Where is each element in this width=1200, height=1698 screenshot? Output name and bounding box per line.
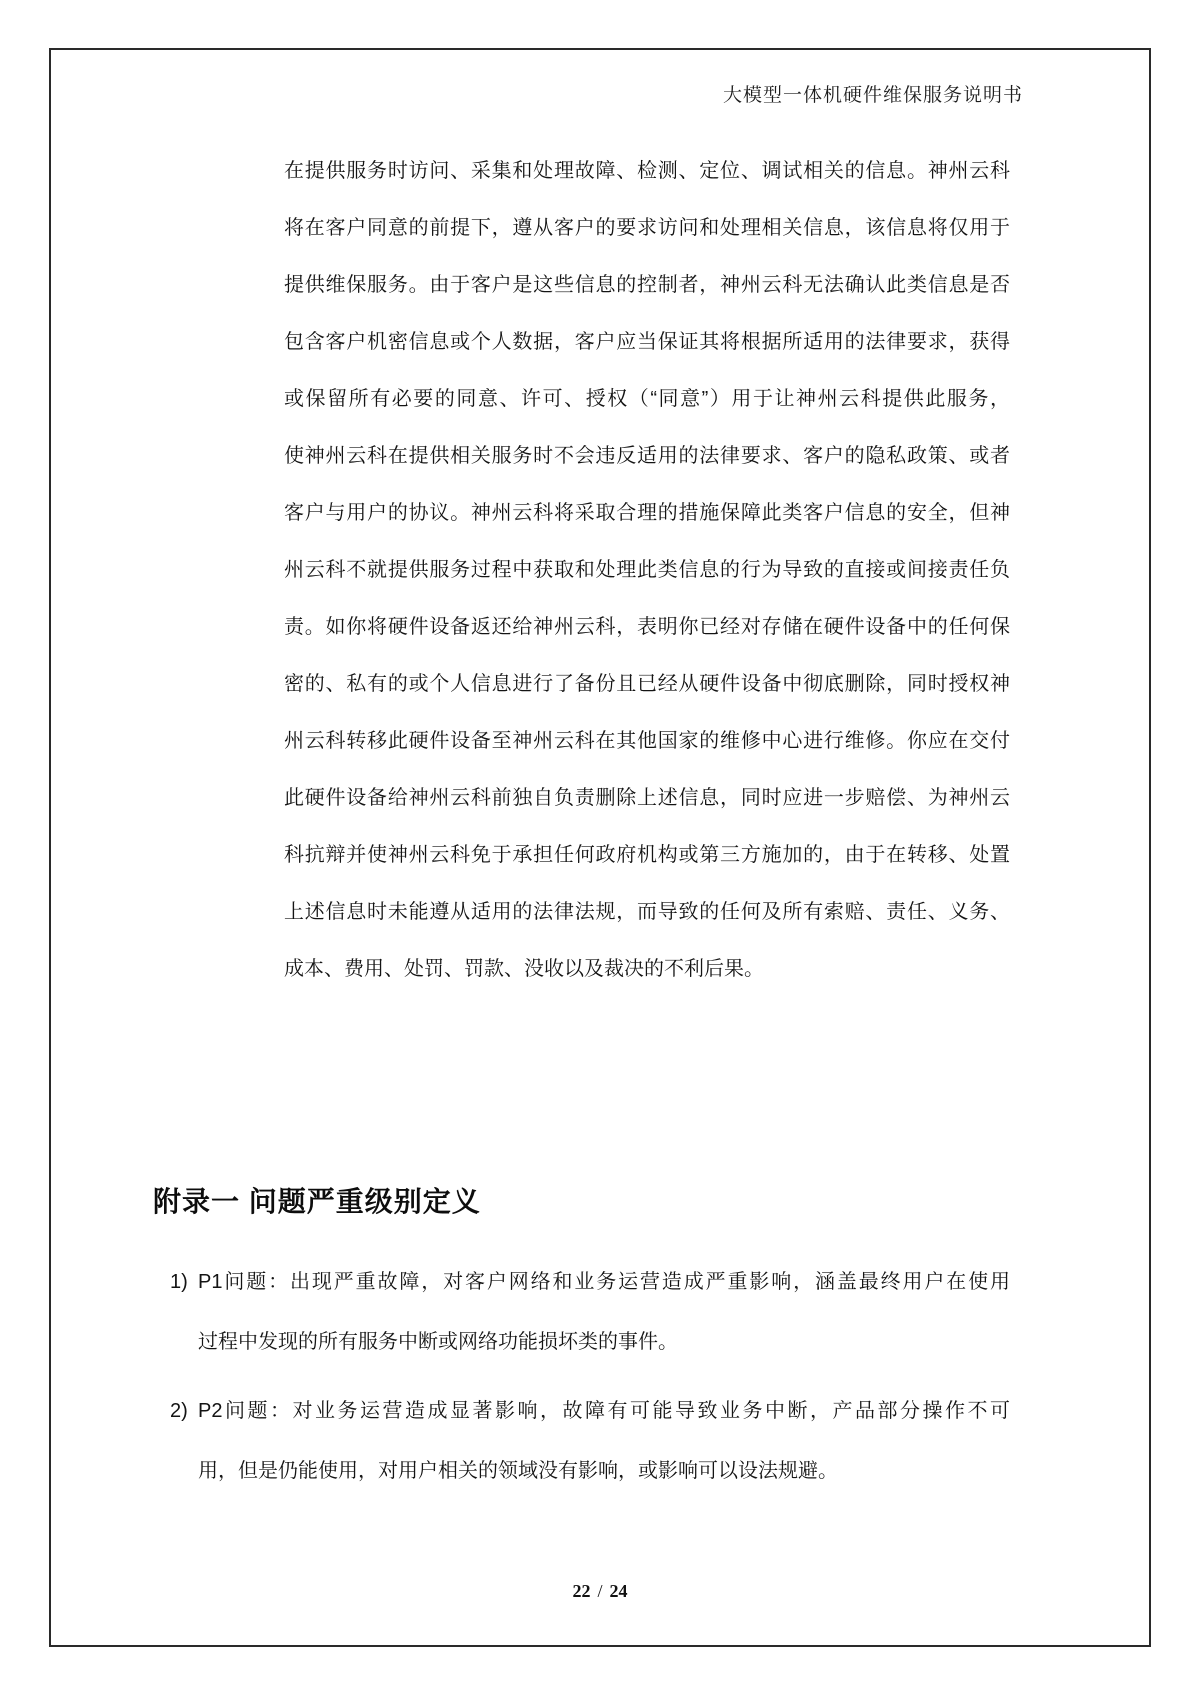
paragraph-line: 使神州云科在提供相关服务时不会违反适用的法律要求、客户的隐私政策、或者	[284, 445, 1010, 467]
paragraph-line: 此硬件设备给神州云科前独自负责删除上述信息，同时应进一步赔偿、为神州云	[284, 787, 1010, 809]
paragraph-line: 提供维保服务。由于客户是这些信息的控制者，神州云科无法确认此类信息是否	[284, 274, 1010, 296]
list-item-line: P1问题：出现严重故障，对客户网络和业务运营造成严重影响，涵盖最终用户在使用	[198, 1271, 1010, 1293]
paragraph-line: 科抗辩并使神州云科免于承担任何政府机构或第三方施加的，由于在转移、处置	[284, 844, 1010, 866]
paragraph-line: 客户与用户的协议。神州云科将采取合理的措施保障此类客户信息的安全，但神	[284, 502, 1010, 524]
list-item-line: 用，但是仍能使用，对用户相关的领域没有影响，或影响可以设法规避。	[198, 1460, 838, 1482]
page-number-total: 24	[609, 1581, 628, 1601]
list-item-p1	[170, 1252, 1012, 1372]
appendix-heading: 附录一 问题严重级别定义	[153, 1186, 481, 1217]
severity-definition-list	[170, 1252, 1012, 1510]
list-item-number: 1)	[170, 1271, 188, 1293]
list-item-number: 2)	[170, 1400, 188, 1422]
paragraph-line: 州云科转移此硬件设备至神州云科在其他国家的维修中心进行维修。你应在交付	[284, 730, 1010, 752]
paragraph-line: 州云科不就提供服务过程中获取和处理此类信息的行为导致的直接或间接责任负	[284, 559, 1010, 581]
paragraph-line: 责。如你将硬件设备返还给神州云科，表明你已经对存储在硬件设备中的任何保	[284, 616, 1010, 638]
list-item-line: P2问题：对业务运营造成显著影响，故障有可能导致业务中断，产品部分操作不可	[198, 1400, 1010, 1422]
list-item-line: 过程中发现的所有服务中断或网络功能损坏类的事件。	[198, 1331, 678, 1353]
paragraph-line: 包含客户机密信息或个人数据，客户应当保证其将根据所适用的法律要求，获得	[284, 331, 1010, 353]
paragraph-line: 成本、费用、处罚、罚款、没收以及裁决的不利后果。	[284, 958, 764, 980]
page-number-separator: /	[597, 1581, 603, 1601]
list-item-p2	[170, 1381, 1012, 1501]
page-footer	[0, 1581, 1200, 1602]
paragraph-line: 在提供服务时访问、采集和处理故障、检测、定位、调试相关的信息。神州云科	[284, 160, 1010, 182]
paragraph-line: 上述信息时未能遵从适用的法律法规，而导致的任何及所有索赔、责任、义务、	[284, 901, 1010, 923]
document-header-title: 大模型一体机硬件维保服务说明书	[722, 85, 1023, 106]
paragraph-line: 密的、私有的或个人信息进行了备份且已经从硬件设备中彻底删除，同时授权神	[284, 673, 1010, 695]
body-paragraph	[284, 143, 1010, 998]
paragraph-line: 或保留所有必要的同意、许可、授权（“同意”）用于让神州云科提供此服务，	[284, 388, 1010, 410]
page-number-current: 22	[572, 1581, 591, 1601]
paragraph-line: 将在客户同意的前提下，遵从客户的要求访问和处理相关信息，该信息将仅用于	[284, 217, 1010, 239]
